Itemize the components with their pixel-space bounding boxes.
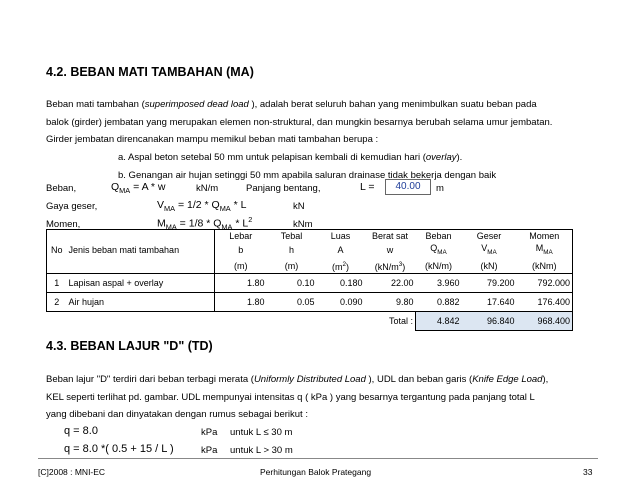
momen-unit: kNm — [293, 219, 313, 230]
page-number: 33 — [583, 467, 593, 477]
header-momen: Momen — [517, 230, 573, 243]
paragraph-line-3: Girder jembatan direncanakan mampu memikul beban mati tambahan berupa : — [46, 134, 379, 145]
section-title-beban-lajur: 4.3. BEBAN LAJUR "D" (TD) — [46, 339, 213, 353]
cell-momen: 176.400 — [517, 292, 573, 311]
header-no: No — [47, 242, 67, 259]
total-momen: 968.400 — [517, 311, 573, 330]
unit-text: (kN/m — [374, 261, 399, 272]
table-row — [47, 292, 573, 311]
geser-formula — [157, 199, 246, 213]
header-geser: Geser — [462, 230, 517, 243]
header-beban-unit: (kN/m) — [416, 259, 462, 274]
header-berat-unit: $(kN/m^3)$ — [365, 259, 416, 274]
cell-geser: 17.640 — [462, 292, 517, 311]
formula-subscript: MA — [165, 222, 177, 232]
unit-superscript: 2 — [342, 260, 346, 268]
paragraph-line-1 — [46, 99, 537, 110]
list-item-a — [118, 152, 462, 163]
header-geser-unit: (kN) — [462, 259, 517, 274]
total-label: Total : — [388, 316, 413, 327]
header-luas-unit: $(m^2)$ — [317, 259, 365, 274]
cell-berat: 22.00 — [365, 273, 416, 292]
list-item-b: b. Genangan air hujan setinggi 50 mm apabila saluran drainase tidak bekerja dengan baik — [118, 170, 497, 181]
header-beban: Beban — [416, 230, 462, 243]
list-item-text: ). — [456, 152, 463, 163]
formula-text: * L — [232, 217, 249, 230]
formula-text: * L — [230, 199, 247, 211]
formula-superscript: 2 — [248, 215, 253, 224]
total-geser: 96.840 — [462, 311, 517, 330]
geser-label: Gaya geser, — [46, 201, 98, 212]
beban-label: Beban, — [46, 183, 77, 194]
paragraph-emphasis: superimposed dead load — [144, 99, 249, 110]
header-luas: Luas — [317, 230, 365, 243]
formula-text: = 1/2 * Q — [175, 199, 220, 211]
formula-symbol: Q — [111, 181, 120, 193]
subscript: MA — [543, 248, 553, 256]
header-momen-unit: (kNm) — [517, 259, 573, 274]
list-item-emphasis: overlay — [425, 152, 457, 163]
formula-subscript: MA — [221, 222, 233, 232]
unit-text: (m — [331, 261, 343, 272]
paragraph-text: Beban mati tambahan ( — [46, 99, 145, 110]
paragraph-line-1 — [46, 374, 548, 385]
footer-left: [C]2008 : MNI-EC — [38, 467, 106, 477]
formula-symbol: V — [157, 199, 165, 211]
header-jenis-cell — [67, 230, 215, 243]
header-berat: Berat sat — [365, 230, 416, 243]
q-formula-2-condition: untuk L > 30 m — [230, 445, 293, 456]
cell-lebar: 1.80 — [215, 273, 267, 292]
formula-subscript: MA — [119, 186, 131, 196]
list-item-text: a. Aspal beton setebal 50 mm untuk pelapisan kembali di kemudian hari ( — [118, 152, 426, 163]
paragraph-line-2: balok (girder) jembatan yang merupakan elemen non-struktural, dan mungkin besarnya berubah selama umur jembatan. — [46, 117, 553, 128]
table-row — [47, 273, 573, 292]
header-lebar-unit: (m) — [215, 259, 267, 274]
cell-luas: 0.090 — [317, 292, 365, 311]
cell-geser: 79.200 — [462, 273, 517, 292]
paragraph-text: ), UDL dan beban garis ( — [365, 374, 473, 385]
symbol: V — [481, 243, 488, 253]
header-lebar: Lebar — [215, 230, 267, 243]
header-berat-symbol: w — [386, 245, 394, 256]
symbol: Q — [430, 243, 438, 253]
panjang-label: Panjang bentang, — [246, 183, 321, 194]
header-no-bottom — [47, 259, 67, 274]
unit-superscript: 3 — [398, 260, 403, 268]
paragraph-emphasis: Knife Edge Load — [472, 374, 543, 385]
cell-luas: 0.180 — [317, 273, 365, 292]
cell-berat: 9.80 — [365, 292, 416, 311]
cell-jenis: Air hujan — [67, 292, 215, 311]
footer-center: Perhitungan Balok Prategang — [260, 467, 372, 477]
q-formula-1: q = 8.0 — [64, 425, 98, 437]
q-formula-2-unit: kPa — [201, 445, 218, 456]
symbol: M — [535, 243, 544, 253]
beban-mati-table — [46, 229, 573, 331]
header-geser-symbol — [462, 242, 517, 259]
subscript: MA — [437, 248, 447, 256]
header-momen-symbol — [517, 242, 573, 259]
footer-divider — [38, 458, 598, 459]
section-title-beban-mati: 4.2. BEBAN MATI TAMBAHAN (MA) — [46, 65, 254, 79]
cell-tebal: 0.05 — [267, 292, 317, 311]
cell-beban: 3.960 — [416, 273, 462, 292]
q-formula-1-condition: untuk L ≤ 30 m — [230, 427, 293, 438]
geser-unit: kN — [293, 201, 305, 212]
formula-text: = 1/8 * Q — [176, 217, 222, 230]
paragraph-text: ), adalah berat seluruh bahan yang menimbulkan suatu beban pada — [248, 99, 537, 110]
L-label: L = — [360, 181, 375, 193]
total-beban: 4.842 — [416, 311, 462, 330]
q-formula-1-unit: kPa — [201, 427, 218, 438]
formula-symbol: M — [157, 217, 166, 230]
header-tebal: Tebal — [267, 230, 317, 243]
L-value-field: 40.00 — [385, 179, 431, 195]
cell-jenis: Lapisan aspal + overlay — [67, 273, 215, 292]
paragraph-emphasis: Uniformly Distributed Load — [253, 374, 366, 385]
header-luas-symbol: A — [337, 245, 344, 256]
cell-no: 2 — [47, 292, 67, 311]
total-spacer — [47, 311, 365, 330]
q-formula-2: q = 8.0 *( 0.5 + 15 / L ) — [64, 443, 174, 455]
total-row — [47, 311, 573, 330]
beban-unit: kN/m — [196, 183, 219, 194]
cell-momen: 792.000 — [517, 273, 573, 292]
formula-subscript: MA — [219, 204, 231, 214]
header-tebal-symbol: h — [288, 245, 294, 256]
header-jenis-bottom — [67, 259, 215, 274]
header-jenis: Jenis beban mati tambahan — [67, 242, 215, 259]
subscript: MA — [487, 248, 497, 256]
paragraph-line-3: yang dibebani dan dinyatakan dengan rumus sebagai berikut : — [46, 409, 308, 420]
paragraph-text: Beban lajur "D" terdiri dari beban terbagi merata ( — [46, 374, 254, 385]
header-no-cell — [47, 230, 67, 243]
cell-no: 1 — [47, 273, 67, 292]
cell-beban: 0.882 — [416, 292, 462, 311]
cell-tebal: 0.10 — [267, 273, 317, 292]
formula-subscript: MA — [164, 204, 176, 214]
header-lebar-symbol: b — [238, 245, 244, 256]
header-tebal-unit: (m) — [267, 259, 317, 274]
beban-formula — [111, 181, 166, 195]
momen-label: Momen, — [46, 219, 81, 230]
paragraph-line-2: KEL seperti terlihat pd. gambar. UDL mempunyai intensitas q ( kPa ) yang besarnya tergantung pada panjang total L — [46, 392, 535, 403]
header-beban-symbol — [416, 242, 462, 259]
L-unit: m — [436, 183, 444, 194]
cell-lebar: 1.80 — [215, 292, 267, 311]
paragraph-text: ), — [542, 374, 549, 385]
formula-text: = A * w — [130, 181, 166, 193]
